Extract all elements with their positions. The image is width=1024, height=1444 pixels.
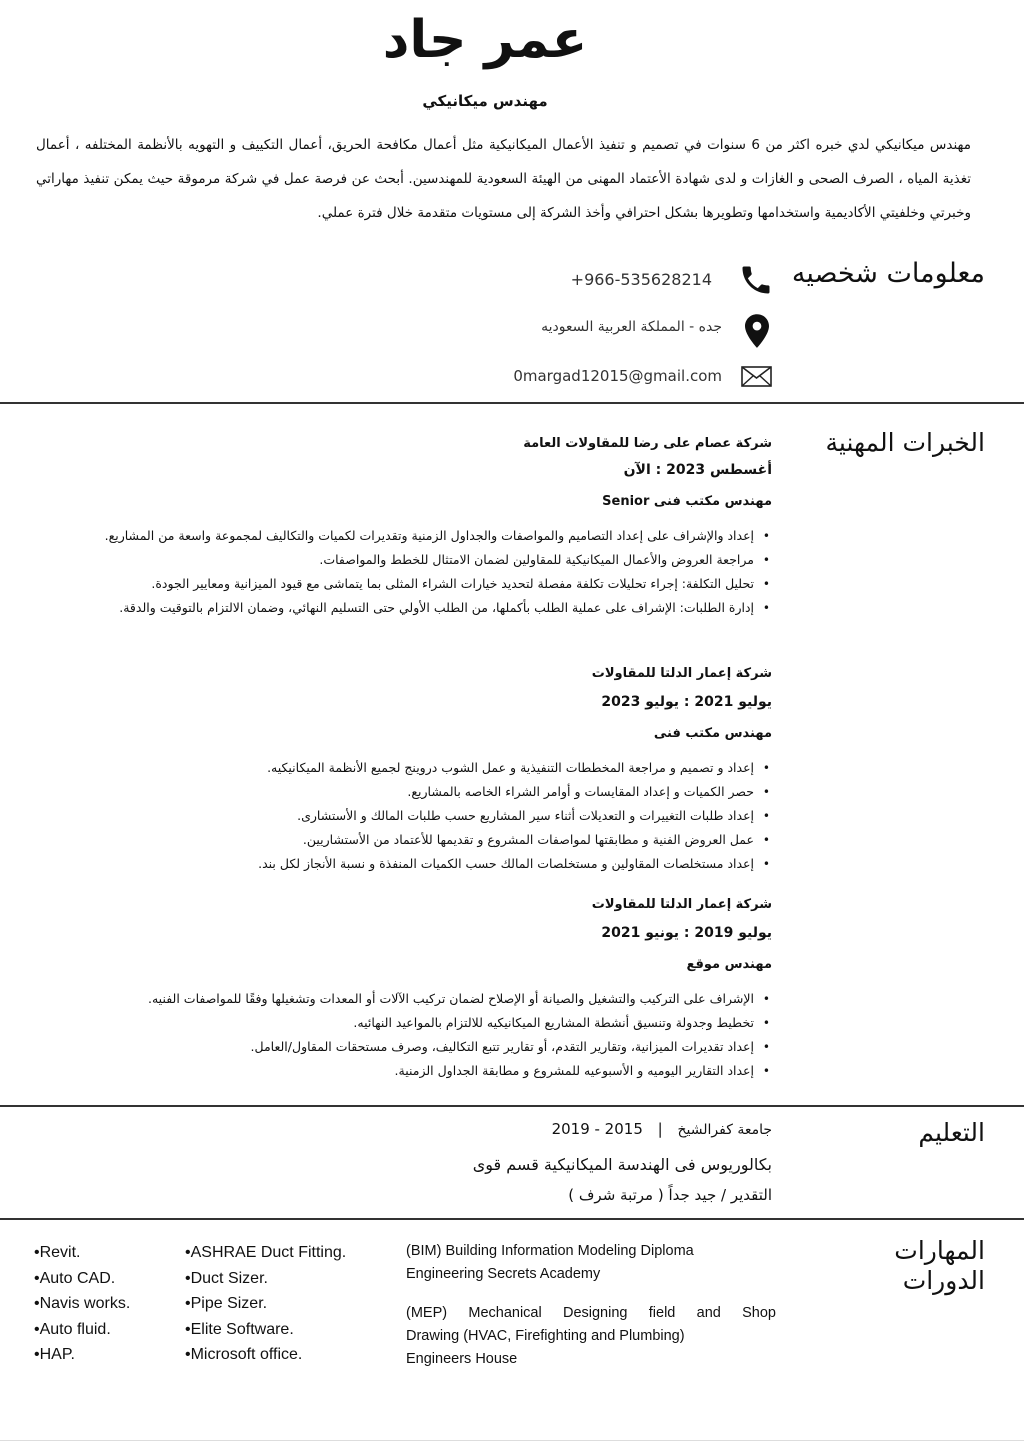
job-entry-2 xyxy=(30,666,772,876)
course-title: (BIM) Building Information Modeling Diploma xyxy=(406,1243,694,1259)
separator: | xyxy=(657,1120,663,1138)
company-name: شركة إعمار الدلتا للمقاولات xyxy=(591,666,772,681)
job-role: مهندس مكتب فنى Senior xyxy=(602,494,772,509)
location-text: جده - المملكة العربية السعوديه xyxy=(541,319,722,335)
skill-item: •ASHRAE Duct Fitting. xyxy=(185,1244,347,1261)
course-provider: Engineers House xyxy=(406,1351,518,1367)
list-item: • حصر الكميات و إعداد المقايسات و أوامر الشراء الخاصه بالمشاريع. xyxy=(30,780,754,804)
skills-column-2 xyxy=(185,1240,395,1368)
list-item: • إعداد طلبات التغييرات و التعديلات أثناء سير المشاريع حسب طلبات المالك و الأستشارى. xyxy=(30,804,754,828)
list-item: • إدارة الطلبات: الإشراف على عملية الطلب بأكملها، من الطلب الأولي حتى التسليم النهائي، وضمان الالتزام بالتوقيت والدقة. xyxy=(30,596,754,620)
company-name: شركة إعمار الدلتا للمقاولات xyxy=(591,897,772,912)
list-item: • تخطيط وجدولة وتنسيق أنشطة المشاريع الميكانيكيه للالتزام بالمواعيد النهائيه. xyxy=(30,1011,754,1035)
list-item: • تحليل التكلفة: إجراء تحليلات تكلفة مفصلة لتحديد خيارات الشراء المثلى بما يتماشى مع قيود الميزانية ومعايير الجودة. xyxy=(30,572,754,596)
course-1 xyxy=(406,1240,776,1286)
phone-number[interactable]: +966-535628214 xyxy=(570,270,712,289)
job-role: مهندس موقع xyxy=(686,957,772,972)
skill-item: •Pipe Sizer. xyxy=(185,1295,268,1312)
university-name: جامعة كفرالشيخ xyxy=(677,1122,772,1138)
skills-column-1 xyxy=(34,1240,179,1368)
skill-item: •Elite Software. xyxy=(185,1320,294,1338)
skills-heading xyxy=(850,1236,985,1296)
list-item: • إعداد مستخلصات المقاولين و مستخلصات المالك حسب الكميات المنفذة و نسبة الأنجاز لكل بند. xyxy=(30,852,754,876)
job-entry-3 xyxy=(30,897,772,1083)
list-item: • إعداد تقديرات الميزانية، وتقارير التقدم، أو تقارير تتبع التكاليف، وصرف مستحقات المقاول/العامل. xyxy=(30,1035,754,1059)
degree: بكالوريوس فى الهندسة الميكانيكية قسم قوى xyxy=(472,1155,772,1174)
list-item: • مراجعة العروض والأعمال الميكانيكية للمقاولين لضمان الامتثال للخطط والمواصفات. xyxy=(30,548,754,572)
location-pin-icon xyxy=(742,313,772,349)
study-years: 2019 - 2015 xyxy=(551,1120,643,1138)
job-duties xyxy=(30,524,772,620)
skill-item: •Duct Sizer. xyxy=(185,1269,268,1287)
list-item: • إعداد و تصميم و مراجعة المخططات التنفيذية و عمل الشوب دروينج لجميع الأنظمة الميكانيكيه. xyxy=(30,756,754,780)
skill-item: •Microsoft office. xyxy=(185,1346,303,1363)
experience-heading: الخبرات المهنية xyxy=(825,428,985,457)
divider xyxy=(0,1218,1024,1220)
course-title-cont: Drawing (HVAC, Firefighting and Plumbing) xyxy=(406,1328,685,1344)
education-heading: التعليم xyxy=(918,1118,985,1147)
job-entry-1 xyxy=(30,436,772,620)
skills-heading-line2: الدورات xyxy=(902,1266,985,1295)
skills-heading-line1: المهارات xyxy=(894,1236,985,1265)
job-date: أغسطس 2023 : الآن xyxy=(623,462,772,478)
job-role: مهندس مكتب فنى xyxy=(653,726,772,741)
list-item: • عمل العروض الفنية و مطابقتها لمواصفات المشروع و تقديمها للأعتماد من الأستشاريين. xyxy=(30,828,754,852)
job-date: يوليو 2019 : يونيو 2021 xyxy=(601,925,772,941)
page-bottom-edge xyxy=(0,1440,1024,1441)
course-provider: Engineering Secrets Academy xyxy=(406,1266,601,1282)
skill-item: •Auto fluid. xyxy=(34,1320,111,1338)
job-title: مهندس ميكانيكي xyxy=(422,92,548,110)
job-duties xyxy=(30,987,772,1083)
list-item: • الإشراف على التركيب والتشغيل والصيانة أو الإصلاح لضمان تركيب الآلات أو المعدات وتشغيلها وفقًا للمواصفات الفنيه. xyxy=(30,987,754,1011)
profile-summary: مهندس ميكانيكي لدي خبره اكثر من 6 سنوات في تصميم و تنفيذ الأعمال الميكانيكية مثل أعمال مكافحة الحريق، أعمال التكييف و التهويه بالأنظمة المختلفه ، أعمال تغذية المياه ، الصرف الصحى و الغازات و لدى شهادة الأعتماد المهنى من الهيئة السعودية للمهندسين. أبحث عن فرصة عمل في شركة مرموقة حيث يمكن تنفيذ مهاراتي وخبرتي وخلفيتي الأكاديمية واستخدامها وتطويرها بشكل احترافي وأخذ الشركة إلى مستويات متقدمة خلال فترة عملي. xyxy=(36,137,972,221)
envelope-icon xyxy=(741,366,772,387)
skill-item: •Revit. xyxy=(34,1244,81,1261)
job-duties xyxy=(30,756,772,876)
phone-icon xyxy=(738,262,774,298)
divider xyxy=(0,1105,1024,1107)
company-name: شركة عصام على رضا للمقاولات العامة xyxy=(523,436,772,451)
grade: التقدير / جيد جداً ( مرتبة شرف ) xyxy=(568,1186,772,1204)
list-item: • إعداد والإشراف على إعداد التصاميم والمواصفات والجداول الزمنية وتقديرات لكميات والتكاليف لمجموعة واسعة من المشاريع. xyxy=(30,524,754,548)
course-title: (MEP) Mechanical Designing field and Shop xyxy=(406,1305,776,1321)
email-link[interactable]: 0margad12015@gmail.com xyxy=(513,367,722,385)
skill-item: •HAP. xyxy=(34,1346,75,1363)
job-date: يوليو 2021 : يوليو 2023 xyxy=(601,694,772,710)
skill-item: •Auto CAD. xyxy=(34,1269,116,1287)
list-item: • إعداد التقارير اليوميه و الأسبوعيه للمشروع و مطابقة الجداول الزمنية. xyxy=(30,1059,754,1083)
skill-item: •Navis works. xyxy=(34,1295,131,1312)
education-header-line xyxy=(430,1120,772,1138)
personal-info-heading: معلومات شخصيه xyxy=(791,258,985,289)
course-2 xyxy=(406,1302,776,1371)
candidate-name: عمر جاد xyxy=(382,10,588,70)
divider xyxy=(0,402,1024,404)
